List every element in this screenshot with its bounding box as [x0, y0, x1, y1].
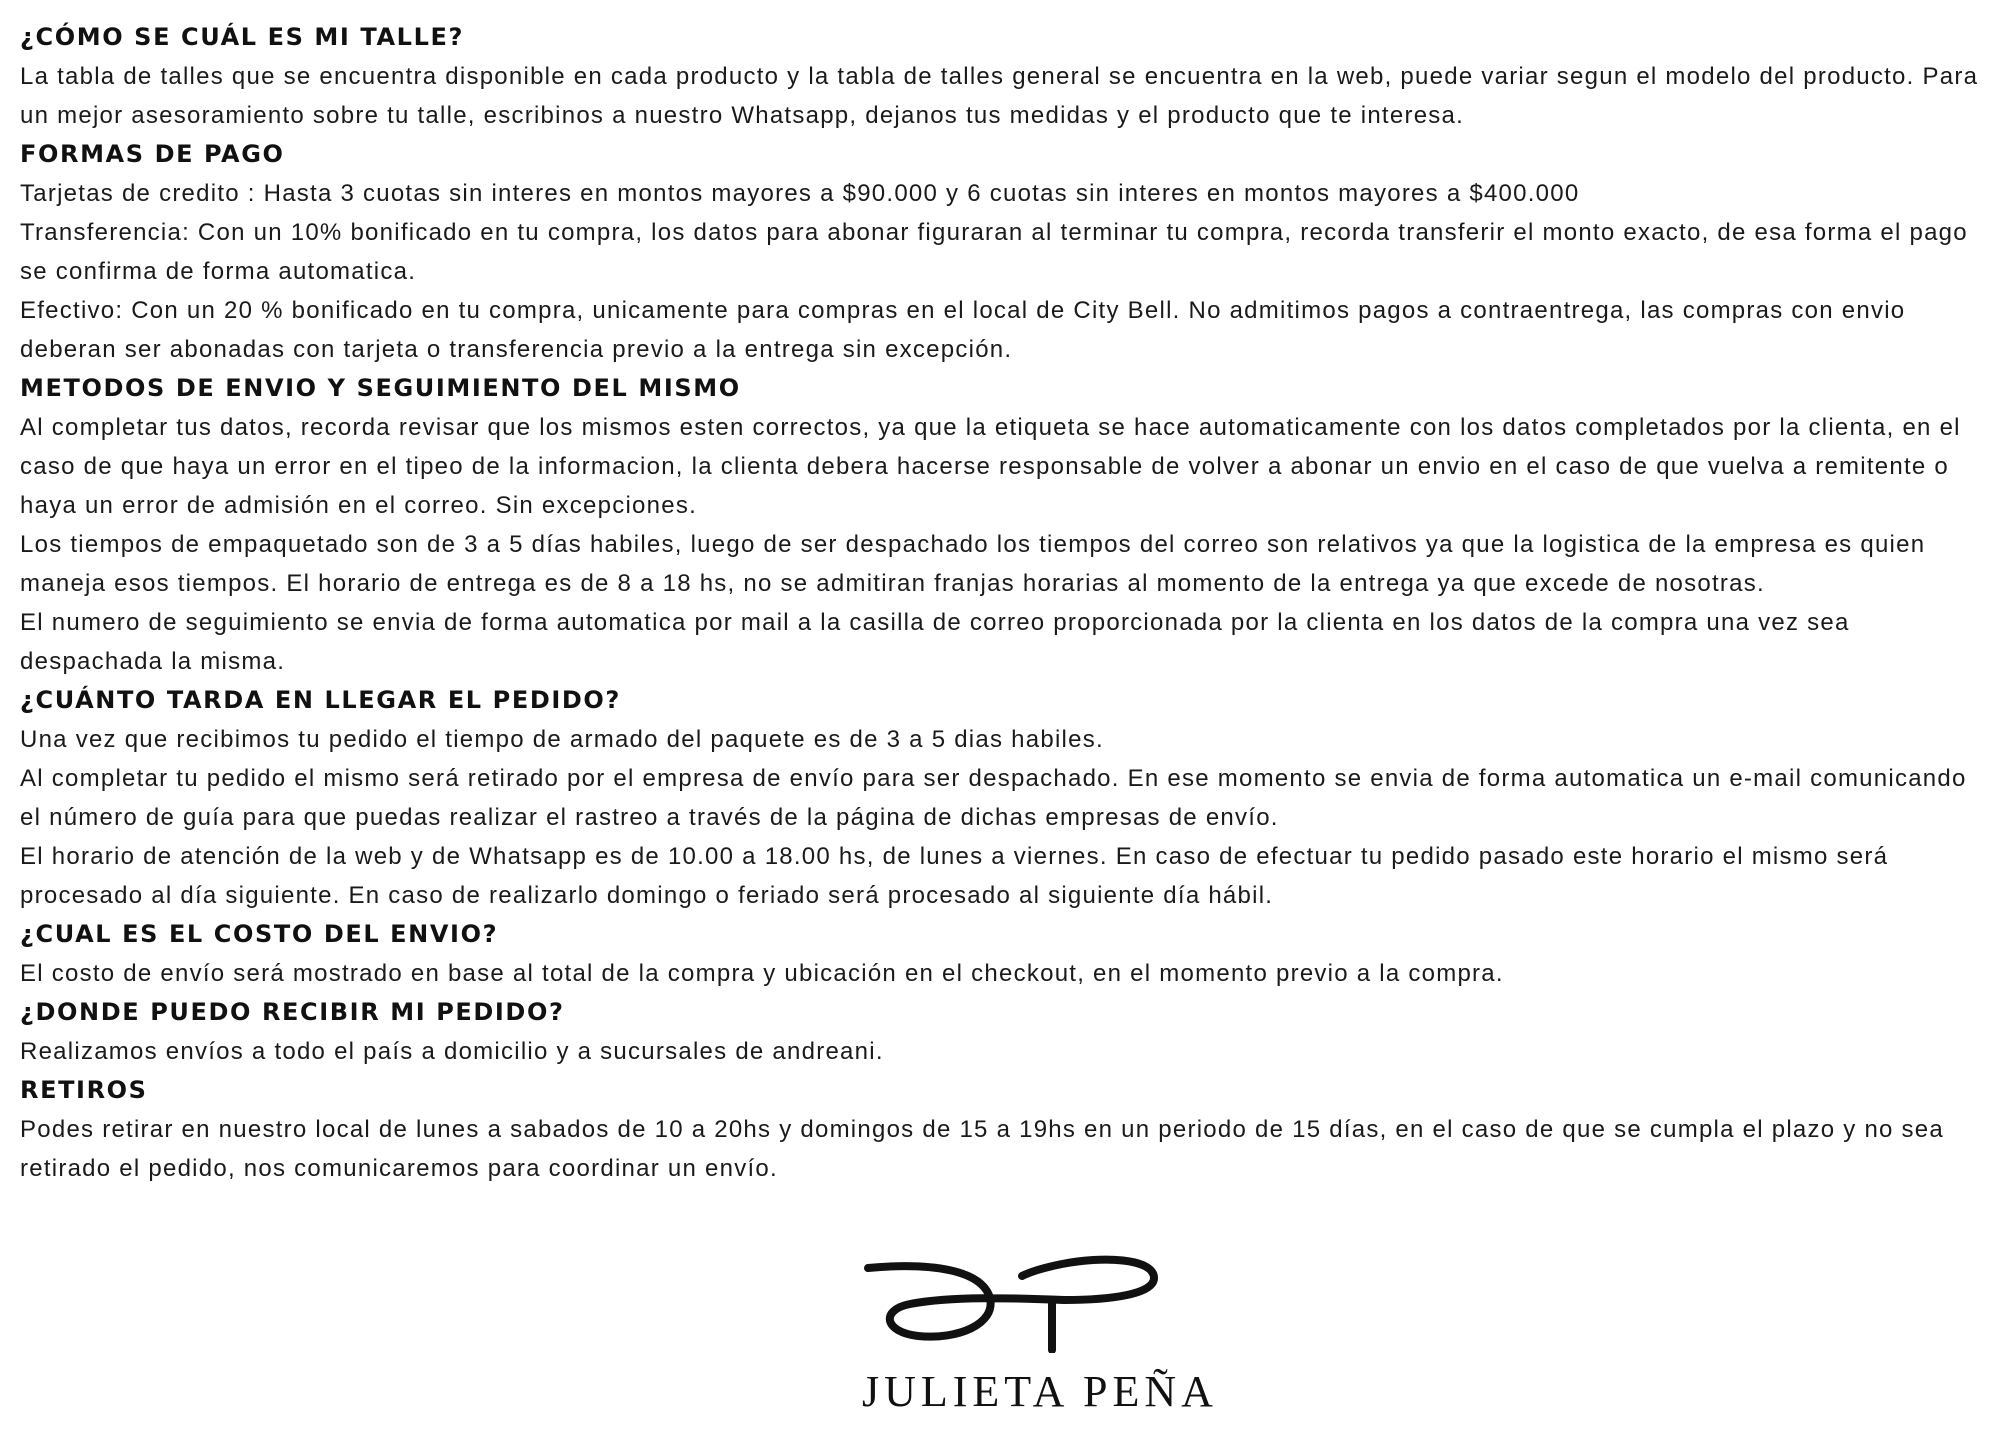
- envio-datos-paragraph: Al completar tus datos, recorda revisar que los mismos esten correctos, ya que la etiqueta se hace automaticamente con los datos completados por la clienta, en el caso de que haya un error en el tipeo de la informacion, la clienta debera hacerse responsable de volver a abonar un envio en el caso de que vuelva a remitente o haya un error de admisión en el correo. Sin excepciones.: [20, 414, 1961, 519]
- donde-recibir-paragraph: Realizamos envíos a todo el país a domicilio y a sucursales de andreani.: [20, 1038, 884, 1065]
- section-title-retiros: RETIROS: [20, 1076, 148, 1104]
- retiros-paragraph: Podes retirar en nuestro local de lunes a sabados de 10 a 20hs y domingos de 15 a 19hs en un periodo de 15 días, en el caso de que se cumpla el plazo y no sea retirado el pedido, nos comunicaremos para coordinar un envío.: [20, 1116, 1944, 1182]
- costo-envio-paragraph: El costo de envío será mostrado en base al total de la compra y ubicación en el checkout, en el momento previo a la compra.: [20, 960, 1504, 987]
- section-title-formas-de-pago: FORMAS DE PAGO: [20, 140, 285, 168]
- section-title-costo-envio: ¿CUAL ES EL COSTO DEL ENVIO?: [20, 920, 499, 948]
- section-title-donde-recibir: ¿DONDE PUEDO RECIBIR MI PEDIDO?: [20, 998, 565, 1026]
- tarda-armado-paragraph: Una vez que recibimos tu pedido el tiempo de armado del paquete es de 3 a 5 dias habiles.: [20, 726, 1104, 753]
- brand-logo: [862, 1248, 1218, 1428]
- tarda-horario-paragraph: El horario de atención de la web y de Whatsapp es de 10.00 a 18.00 hs, de lunes a viernes. En caso de efectuar tu pedido pasado este horario el mismo será procesado al día siguiente. En caso de realizarlo domingo o feriado será procesado al siguiente día hábil.: [20, 843, 1889, 909]
- envio-seguimiento-paragraph: El numero de seguimiento se envia de forma automatica por mail a la casilla de correo proporcionada por la clienta en los datos de la compra una vez sea despachada la misma.: [20, 609, 1850, 675]
- brand-name: JULIETA PEÑA: [862, 1367, 1218, 1416]
- envio-tiempos-paragraph: Los tiempos de empaquetado son de 3 a 5 días habiles, luego de ser despachado los tiempos del correo son relativos ya que la logistica de la empresa es quien maneja esos tiempos. El horario de entrega es de 8 a 18 hs, no se admitiran franjas horarias al momento de la entrega ya que excede de nosotras.: [20, 531, 1926, 597]
- pago-efectivo-paragraph: Efectivo: Con un 20 % bonificado en tu compra, unicamente para compras en el local de City Bell. No admitimos pagos a contraentrega, las compras con envio deberan ser abonadas con tarjeta o transferencia previo a la entrega sin excepción.: [20, 297, 1906, 363]
- section-title-metodos-envio: METODOS DE ENVIO Y SEGUIMIENTO DEL MISMO: [20, 374, 741, 402]
- jp-monogram-icon: [862, 1248, 1162, 1353]
- tarda-retiro-paragraph: Al completar tu pedido el mismo será retirado por el empresa de envío para ser despachado. En ese momento se envia de forma automatica un e-mail comunicando el número de guía para que puedas realizar el rastreo a través de la página de dichas empresas de envío.: [20, 765, 1967, 831]
- section-title-talle: ¿CÓMO SE CUÁL ES MI TALLE?: [20, 23, 464, 51]
- pago-transferencia-paragraph: Transferencia: Con un 10% bonificado en tu compra, los datos para abonar figuraran al terminar tu compra, recorda transferir el monto exacto, de esa forma el pago se confirma de forma automatica.: [20, 219, 1968, 285]
- talle-paragraph: La tabla de talles que se encuentra disponible en cada producto y la tabla de talles general se encuentra en la web, puede variar segun el modelo del producto. Para un mejor asesoramiento sobre tu talle, escribinos a nuestro Whatsapp, dejanos tus medidas y el producto que te interesa.: [20, 63, 1979, 129]
- faq-content: [20, 18, 1995, 1188]
- section-title-cuanto-tarda: ¿CUÁNTO TARDA EN LLEGAR EL PEDIDO?: [20, 686, 621, 714]
- pago-tarjetas-paragraph: Tarjetas de credito : Hasta 3 cuotas sin interes en montos mayores a $90.000 y 6 cuotas sin interes en montos mayores a $400.000: [20, 180, 1580, 207]
